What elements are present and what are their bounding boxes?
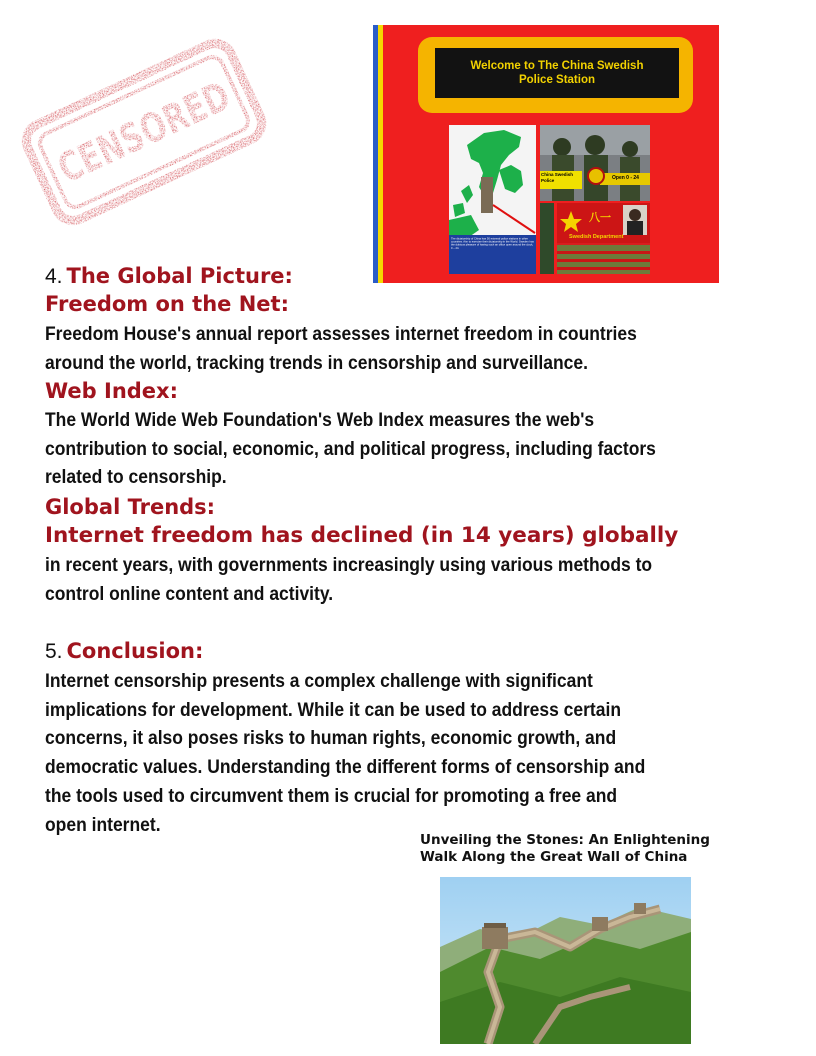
- caption-line: Walk Along the Great Wall of China: [420, 849, 688, 865]
- poster-title-line2: Police Station: [518, 74, 596, 86]
- web-index-paragraph: [45, 407, 656, 493]
- scandinavia-map-icon: [449, 125, 536, 274]
- paragraph-line: democratic values. Understanding the different forms of censorship and: [45, 757, 646, 779]
- great-wall-photo: [440, 877, 691, 1044]
- open-hours-badge: Open 0 - 24: [612, 175, 639, 181]
- web-index-heading: Web Index:: [45, 379, 178, 403]
- paragraph-line: contribution to social, economic, and political progress, including factors: [45, 438, 656, 460]
- conclusion-heading: Conclusion:: [66, 639, 204, 663]
- soldier-figure: [540, 203, 554, 274]
- global-trends-paragraph: [45, 552, 652, 609]
- china-swedish-police-badge: China Swedish Police: [540, 171, 582, 189]
- paragraph-line: concerns, it also poses risks to human rights, economic growth, and: [45, 728, 617, 750]
- freedom-on-the-net-paragraph: [45, 321, 637, 378]
- paragraph-line: open internet.: [45, 814, 161, 836]
- scandinavia-map-panel: [449, 125, 536, 274]
- map-caption: The dictatorship of China has 50 external police stations in other countries. Aim to exercise their dictatorship in the World. Sweden has the dubious pleasure of having such an office open around the clock, 0 – 24.: [451, 237, 534, 250]
- flag-characters: 八一: [589, 211, 611, 224]
- police-photo: [540, 125, 650, 201]
- stamp-text: CENSORED: [51, 47, 274, 193]
- police-emblem-icon: [587, 167, 605, 185]
- swedish-department-label: Swedish Department: [569, 234, 624, 240]
- paragraph-line: the tools used to circumvent them is crucial for promoting a free and: [45, 785, 618, 807]
- caption-line: Unveiling the Stones: An Enlightening: [420, 832, 710, 848]
- global-trends-heading: Global Trends:: [45, 495, 216, 519]
- paragraph-line: The World Wide Web Foundation's Web Index measures the web's: [45, 410, 595, 431]
- paragraph-line: Freedom House's annual report assesses internet freedom in countries: [45, 324, 637, 345]
- poster-title-box: [435, 48, 679, 98]
- censored-stamp: [14, 20, 274, 240]
- section-5-title: [45, 637, 203, 665]
- paragraph-line: around the world, tracking trends in censorship and surveillance.: [45, 352, 588, 374]
- section-5-number: 5.: [45, 640, 63, 663]
- freedom-on-the-net-heading: Freedom on the Net:: [45, 292, 289, 316]
- paragraph-line: implications for development. While it can be used to address certain: [45, 699, 622, 721]
- section-4-heading: The Global Picture:: [66, 264, 293, 288]
- police-station-poster: [373, 25, 719, 283]
- section-4-title: [45, 262, 293, 290]
- paragraph-line: control online content and activity.: [45, 583, 334, 605]
- great-wall-caption: [420, 832, 710, 866]
- pla-flag-panel: [557, 203, 650, 274]
- paragraph-line: in recent years, with governments increasingly using various methods to: [45, 555, 653, 576]
- paragraph-line: related to censorship.: [45, 467, 227, 489]
- poster-title-line1: Welcome to The China Swedish: [470, 60, 644, 72]
- global-trends-highlight: Internet freedom has declined (in 14 years) globally: [45, 523, 679, 548]
- section-4-number: 4.: [45, 265, 63, 288]
- paragraph-line: Internet censorship presents a complex challenge with significant: [45, 671, 593, 692]
- conclusion-paragraph: [45, 668, 645, 840]
